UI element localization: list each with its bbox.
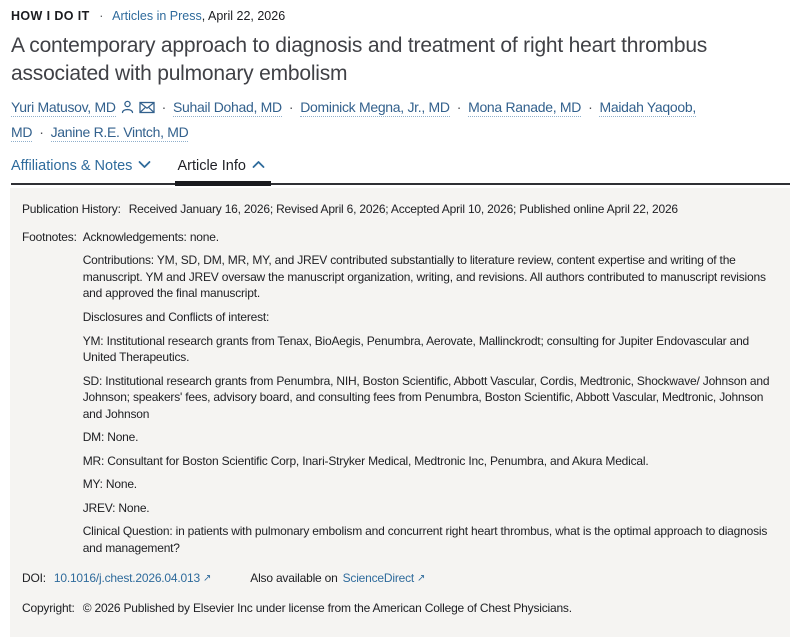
chevron-up-icon xyxy=(252,157,265,173)
publication-date: , April 22, 2026 xyxy=(201,9,286,23)
copyright-text: © 2026 Published by Elsevier Inc under license from the American College of Chest Physicians. xyxy=(82,601,572,616)
footnote-paragraph: YM: Institutional research grants from Tenax, BioAegis, Penumbra, Aerovate, Mallinckrodt; consulting for Jupiter Endovascular and United Therapeutics. xyxy=(82,333,750,365)
tab-label: Article Info xyxy=(177,158,246,175)
author-list xyxy=(11,96,773,143)
article-info-panel xyxy=(10,188,790,636)
author-separator: · xyxy=(288,99,294,116)
article-tabs xyxy=(11,157,790,185)
copyright-label: Copyright: xyxy=(22,601,75,616)
author-separator: · xyxy=(456,99,462,116)
external-link-icon: ↗ xyxy=(417,572,426,584)
footnote-paragraph: Acknowledgements: none. xyxy=(82,229,219,244)
footnote-paragraph: JREV: None. xyxy=(82,500,150,515)
author-link[interactable]: Dominick Megna, Jr., MD xyxy=(300,99,450,116)
publication-history-label: Publication History: xyxy=(22,202,121,217)
page-title: A contemporary approach to diagnosis and treatment of right heart thrombus associated with pulmonary embolism xyxy=(11,34,708,85)
author-separator: · xyxy=(161,99,167,116)
article-header xyxy=(0,0,800,143)
breadcrumb xyxy=(11,9,790,23)
footnote-paragraph: Contributions: YM, SD, DM, MR, MY, and JREV contributed substantially to literature review, content expertise and writing of the manuscript. YM and JREV oversaw the manuscript organization, writing, and revisions. All authors contributed to manuscript revisions and approved the final manuscript. xyxy=(82,253,766,301)
publication-history xyxy=(22,201,770,218)
author-link[interactable]: Suhail Dohad, MD xyxy=(173,99,282,116)
author-separator: · xyxy=(588,99,593,116)
chevron-down-icon xyxy=(138,157,151,173)
sciencedirect-link[interactable]: ScienceDirect xyxy=(342,570,415,585)
footnotes-content xyxy=(83,229,770,557)
doi-link[interactable]: 10.1016/j.chest.2026.04.013 xyxy=(53,570,200,585)
footnote-paragraph: MY: None. xyxy=(82,477,137,492)
author-link[interactable]: Mona Ranade, MD xyxy=(468,99,582,116)
footnote-paragraph: Disclosures and Conflicts of interest: xyxy=(82,309,270,324)
articles-in-press-link[interactable]: Articles in Press xyxy=(112,9,202,23)
footnote-paragraph: DM: None. xyxy=(82,430,139,445)
footnotes-label: Footnotes: xyxy=(22,229,77,244)
article-category: HOW I DO IT xyxy=(11,9,90,23)
doi-row xyxy=(22,570,770,587)
author-link[interactable]: Yuri Matusov, MD xyxy=(11,99,116,116)
person-icon[interactable] xyxy=(121,98,134,120)
tab-affiliations-notes[interactable] xyxy=(11,157,153,183)
external-link-icon: ↗ xyxy=(202,572,212,584)
email-icon[interactable] xyxy=(139,98,155,120)
tab-label: Affiliations & Notes xyxy=(11,158,133,175)
also-available xyxy=(250,571,425,585)
footnote-paragraph: SD: Institutional research grants from Penumbra, NIH, Boston Scientific, Abbott Vascular, Cordis, Medtronic, Shockwave/ Johnson and Johnson; speakers' fees, advisory board, and consulting fees from Penumbra, Boston Scientific, Abbott Vascular, Medtronic, Johnson and Johnson xyxy=(82,373,770,421)
footnotes-section xyxy=(22,229,770,557)
doi-label: DOI: xyxy=(22,570,46,585)
copyright-row xyxy=(22,600,770,617)
publication-history-value: Received January 16, 2026; Revised April 6, 2026; Accepted April 10, 2026; Published online April 22, 2026 xyxy=(128,202,678,217)
also-available-text: Also available on xyxy=(250,570,338,585)
author-link[interactable]: Janine R.E. Vintch, MD xyxy=(50,123,189,140)
footnote-paragraph: Clinical Question: in patients with pulmonary embolism and concurrent right heart thrombus, what is the optimal approach to diagnosis and management? xyxy=(82,524,768,555)
author-link[interactable]: Maidah Yaqoob, MD xyxy=(11,99,696,140)
footnote-paragraph: MR: Consultant for Boston Scientific Corp, Inari-Stryker Medical, Medtronic Inc, Penumbra, and Akura Medical. xyxy=(82,453,649,468)
author-separator: · xyxy=(39,123,44,140)
separator-dot: · xyxy=(99,9,104,23)
tab-article-info[interactable] xyxy=(177,157,267,183)
